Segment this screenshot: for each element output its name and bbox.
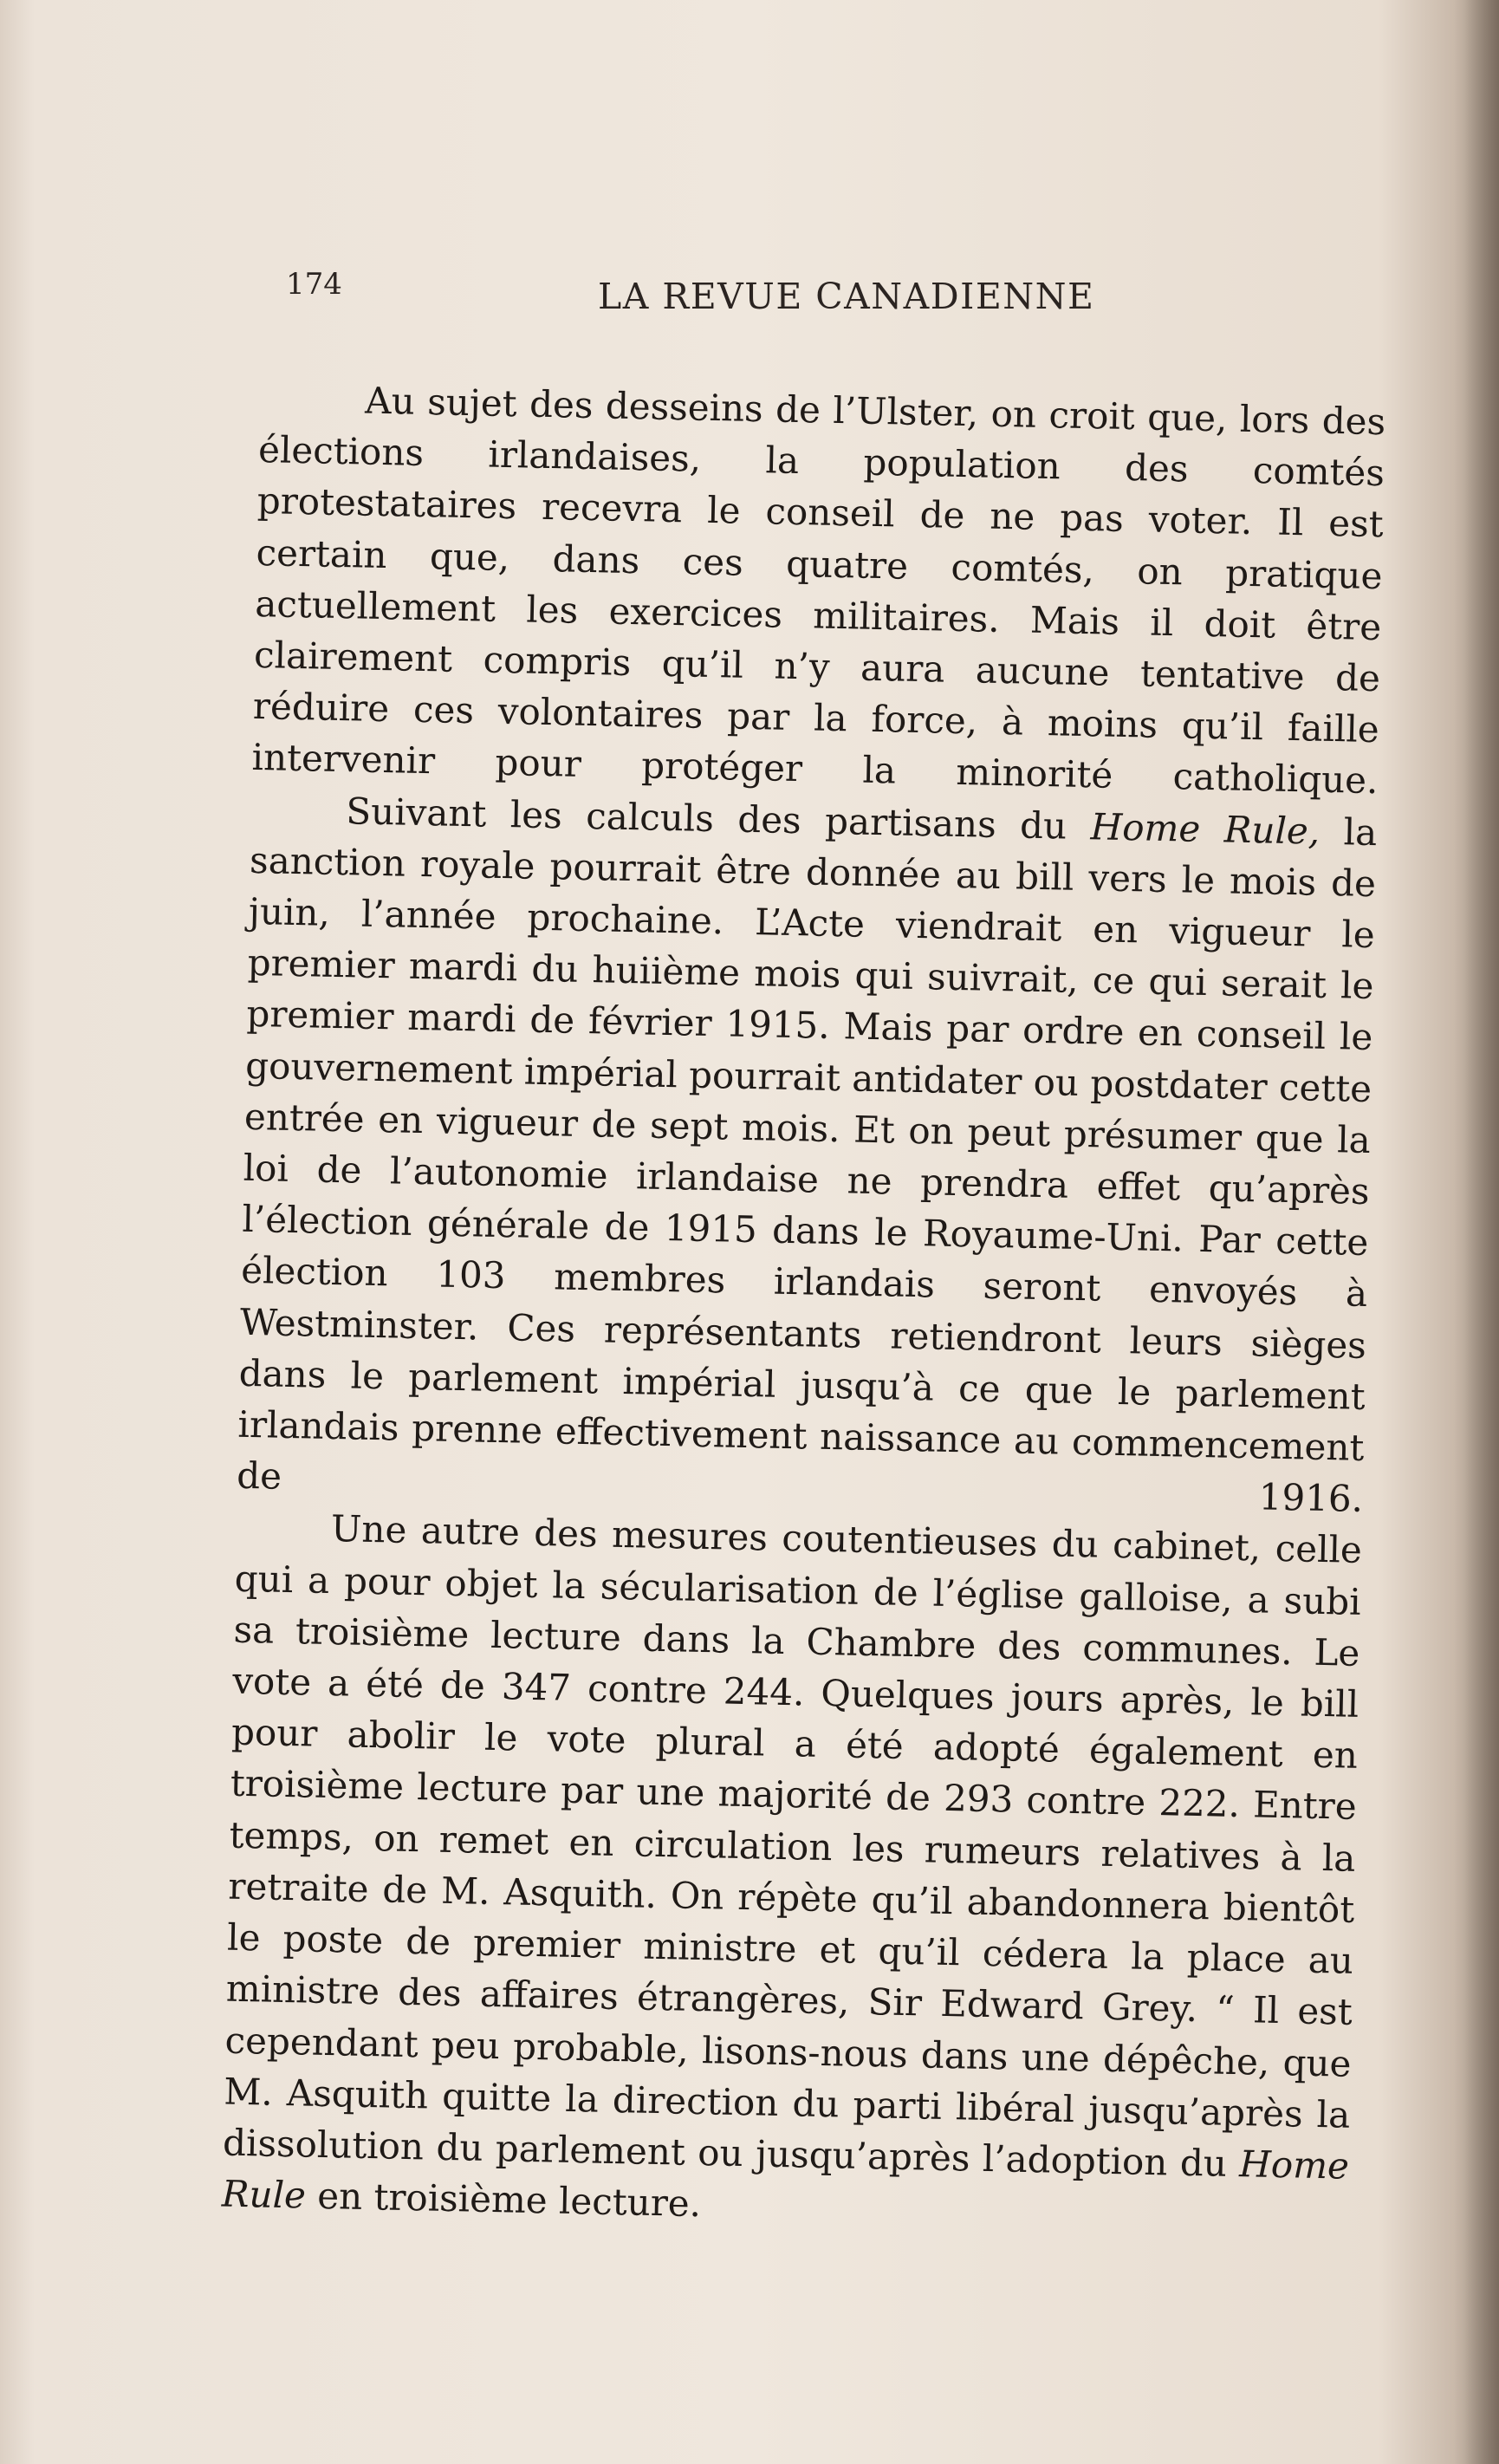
paragraph-1 [251,373,1386,807]
paragraph-3-italic: Home Rule [221,2142,1350,2217]
page-number: 174 [286,267,342,302]
body-text [221,373,1385,2243]
paragraph-3-text-a: Une autre des mesures coutentieuses du cabinet, celle qui a pour objet la sécularisation de l’église galloise, a subi sa troisième lecture dans la Chambre des communes. Le vote a été de 347 contre 244. Quelques jours après, le bill pour abolir le vote plural a été adopté également en troisième lecture par une majorité de 293 contre 222. Entre temps, on remet en circulation les rumeurs relatives à la retraite de M. Asquith. On répète qu’il abandonnera bientôt le poste de premier ministre et qu’il cédera la place au ministre des affaires étrangères, Sir Edward Grey. “ Il est cependant peu probable, lisons-nous dans une dépêche, que M. Asquith quitte la direction du parti libéral jusqu’après la dissolution du parlement ou jusqu’après l’adoption du [222,1507,1363,2186]
page-header [286,260,1369,317]
paragraph-3-text-b: en troisième lecture. [305,2174,702,2226]
paragraph-1-text: Au sujet des desseins de l’Ulster, on croit que, lors des élections irlandaises, la population des comtés protestataires recevra le conseil de ne pas voter. Il est certain que, dans ces quatre comtés, on pratique actuellement les exercices militaires. Mais il doit être clairement compris qu’il n’y aura aucune tentative de réduire ces volontaires par la force, à moins qu’il faille intervenir pour protéger la minorité catholique. [251,379,1386,803]
paragraph-2-text-a: Suivant les calculs des partisans du [345,789,1092,848]
paragraph-2-italic: Home Rule, [1090,804,1321,853]
paragraph-2-text-b: la sanction royale pourrait être donnée au bill vers le mois de juin, l’année prochaine. L’Acte viendrait en vigueur le premier mardi du huiième mois qui suivrait, ce qui serait le premier mardi de février 1915. Mais par ordre en conseil le gouvernement impérial pourrait antidater ou postdater cette entrée en vigueur de sept mois. Et on peut présumer que la loi de l’autonomie irlandaise ne prendra effet qu’après l’élection générale de 1915 dans le Royaume-Uni. Par cette élection 103 membres irlandais seront envoyés à Westminster. Ces représentants retiendront leurs sièges dans le parlement impérial jusqu’à ce que le parlement irlandais prenne effectivement naissance au commencement de 1916. [236,809,1378,1521]
running-title: LA REVUE CANADIENNE [598,276,1095,317]
paragraph-2 [237,783,1378,1525]
paragraph-3 [221,1501,1362,2243]
